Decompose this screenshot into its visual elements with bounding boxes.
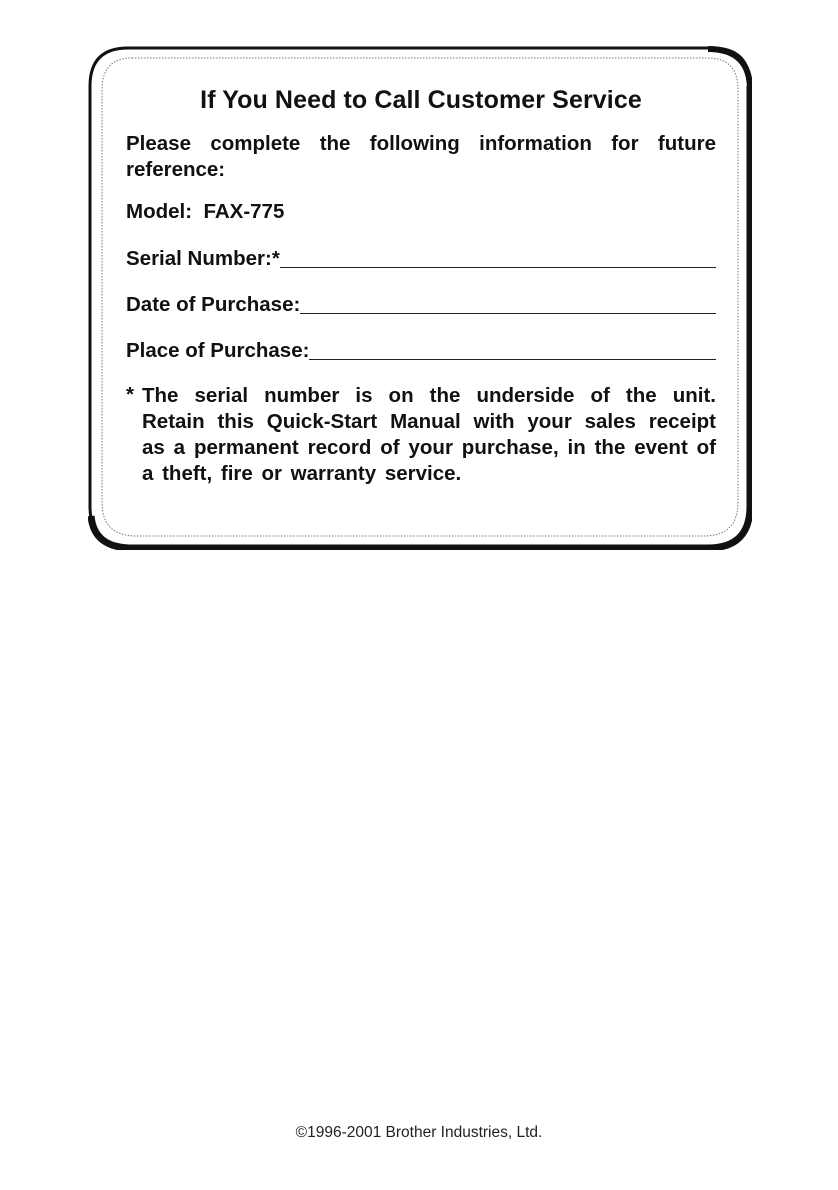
note-text: The serial number is on the underside of the unit. Retain this Quick-Start Manual with your sales receipt as a permanent record of your purchase, in the event of a theft, fire or warranty service. (142, 384, 716, 485)
note-asterisk: * (126, 383, 134, 406)
place-of-purchase-field (126, 337, 716, 363)
card-title: If You Need to Call Customer Service (200, 86, 642, 114)
date-of-purchase-blank-line (300, 312, 716, 314)
date-of-purchase-label: Date of Purchase: (126, 293, 301, 316)
serial-number-note (126, 383, 716, 487)
date-of-purchase-field (126, 291, 716, 317)
intro-text: Please complete the following information for future reference: (126, 132, 716, 181)
serial-number-label: Serial Number:* (126, 247, 280, 270)
model-line (126, 199, 716, 225)
model-label: Model: (126, 200, 193, 223)
serial-number-blank-line (280, 266, 716, 268)
model-value: FAX-775 (203, 200, 285, 223)
copyright-notice: ©1996-2001 Brother Industries, Ltd. (295, 1124, 543, 1141)
serial-number-field (126, 245, 716, 271)
place-of-purchase-label: Place of Purchase: (126, 339, 310, 362)
customer-service-card (126, 86, 716, 487)
place-of-purchase-blank-line (309, 358, 716, 360)
